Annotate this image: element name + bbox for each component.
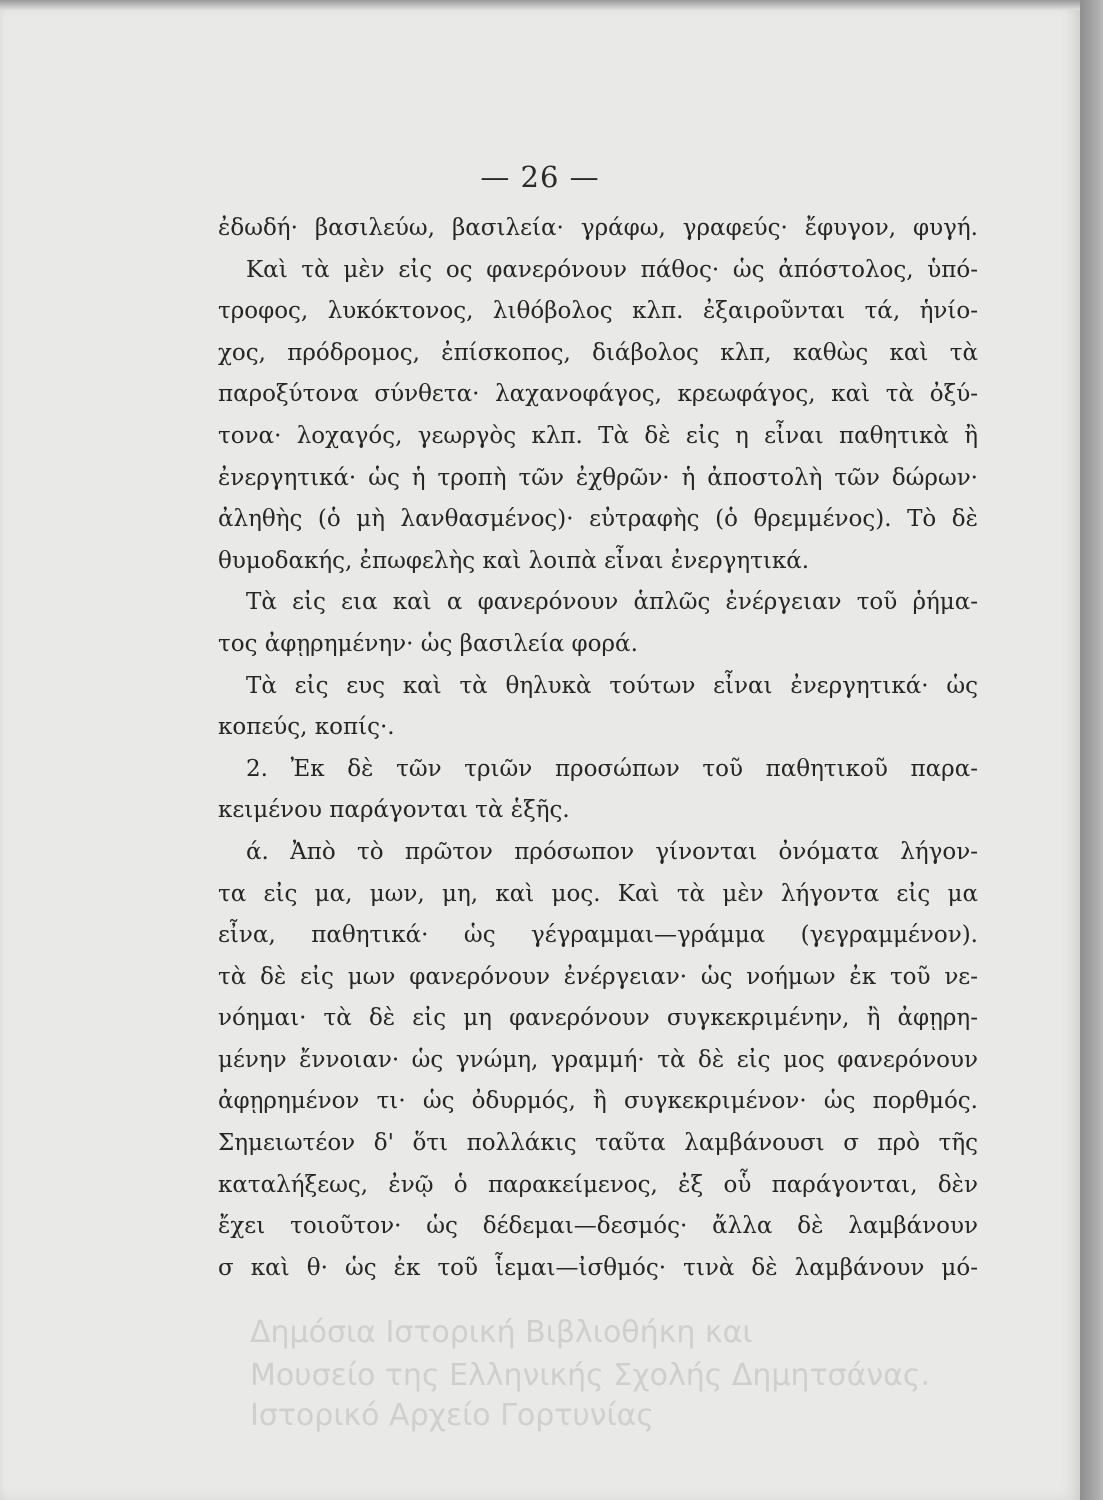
text-line: ἐνεργητικά· ὡς ἡ τροπὴ τῶν ἐχθρῶν· ἡ ἀποστολὴ τῶν δώρων·: [218, 464, 978, 491]
text-line: χος, πρόδρομος, ἐπίσκοπος, διάβολος κλπ, καθὼς καὶ τὰ: [218, 339, 978, 366]
text-line: παροξύτονα σύνθετα· λαχανοφάγος, κρεωφάγος, καὶ τὰ ὀξύ-: [218, 381, 978, 408]
text-line: 2. Ἐκ δὲ τῶν τριῶν προσώπων τοῦ παθητικοῦ παρα-: [246, 755, 978, 782]
text-line: ἀφῃρημένον τι· ὡς ὀδυρμός, ἢ συγκεκριμένον· ὡς πορθμός.: [218, 1088, 978, 1115]
body-text: [218, 208, 978, 1289]
page-top-shadow: [0, 0, 1080, 10]
text-line: Τὰ εἰς ευς καὶ τὰ θηλυκὰ τούτων εἶναι ἐνεργητικά· ὡς: [246, 672, 978, 699]
page-edge: [1080, 0, 1103, 1500]
watermark-line: Μουσείο της Ελληνικής Σχολής Δημητσάνας.: [250, 1358, 931, 1393]
text-line: καταλήξεως, ἐνῷ ὁ παρακείμενος, ἐξ οὗ παράγονται, δὲν: [218, 1171, 978, 1198]
text-line: ἐδωδή· βασιλεύω, βασιλεία· γράφω, γραφεύς· ἔφυγον, φυγή.: [218, 215, 978, 241]
watermark-line: Ιστορικό Αρχείο Γορτυνίας: [250, 1398, 655, 1433]
text-line: Καὶ τὰ μὲν εἰς ος φανερόνουν πάθος· ὡς ἀπόστολος, ὑπό-: [246, 256, 978, 283]
text-line: ἔχει τοιοῦτον· ὡς δέδεμαι—δεσμός· ἄλλα δὲ λαμβάνουν: [218, 1213, 978, 1240]
text-line: ά. Ἀπὸ τὸ πρῶτον πρόσωπον γίνονται ὀνόματα λήγον-: [246, 838, 978, 865]
text-line: σ καὶ θ· ὡς ἐκ τοῦ ἷεμαι—ἰσθμός· τινὰ δὲ λαμβάνουν μό-: [218, 1254, 978, 1281]
text-line: νόημαι· τὰ δὲ εἰς μη φανερόνουν συγκεκριμένην, ἢ ἀφῃρη-: [218, 1005, 978, 1032]
text-line: τροφος, λυκόκτονος, λιθόβολος κλπ. ἐξαιροῦνται τά, ἡνίο-: [218, 298, 978, 325]
text-line: τὰ δὲ εἰς μων φανερόνουν ἐνέργειαν· ὡς νοήμων ἐκ τοῦ νε-: [218, 963, 978, 990]
text-line: κειμένου παράγονται τὰ ἑξῆς.: [218, 797, 570, 824]
text-line: κοπεύς, κοπίς·.: [218, 714, 395, 741]
text-line: τος ἀφῃρημένην· ὡς βασιλεία φορά.: [218, 630, 638, 657]
watermark-line: Δημόσια Ιστορική Βιβλιοθήκη και: [250, 1315, 753, 1350]
text-line: μένην ἔννοιαν· ὡς γνώμη, γραμμή· τὰ δὲ εἰς μος φανερόνουν: [218, 1046, 978, 1073]
text-line: θυμοδακής, ἐπωφελὴς καὶ λοιπὰ εἶναι ἐνεργητικά.: [218, 547, 810, 574]
text-line: Τὰ εἰς εια καὶ α φανερόνουν ἁπλῶς ἐνέργειαν τοῦ ῥήμα-: [246, 589, 978, 616]
text-line: τονα· λοχαγός, γεωργὸς κλπ. Τὰ δὲ εἰς η εἶναι παθητικὰ ἢ: [218, 422, 978, 449]
text-line: ἀληθὴς (ὁ μὴ λανθασμένος)· εὐτραφὴς (ὁ θρεμμένος). Τὸ δὲ: [218, 506, 978, 533]
page-number: — 26 —: [480, 160, 600, 194]
text-line: Σημειωτέον δ' ὅτι πολλάκις ταῦτα λαμβάνουσι σ πρὸ τῆς: [218, 1130, 978, 1157]
text-line: εἶνα, παθητικά· ὡς γέγραμμαι—γράμμα (γεγραμμένον).: [218, 922, 978, 949]
text-line: τα εἰς μα, μων, μη, καὶ μος. Καὶ τὰ μὲν λήγοντα εἰς μα: [218, 880, 978, 907]
